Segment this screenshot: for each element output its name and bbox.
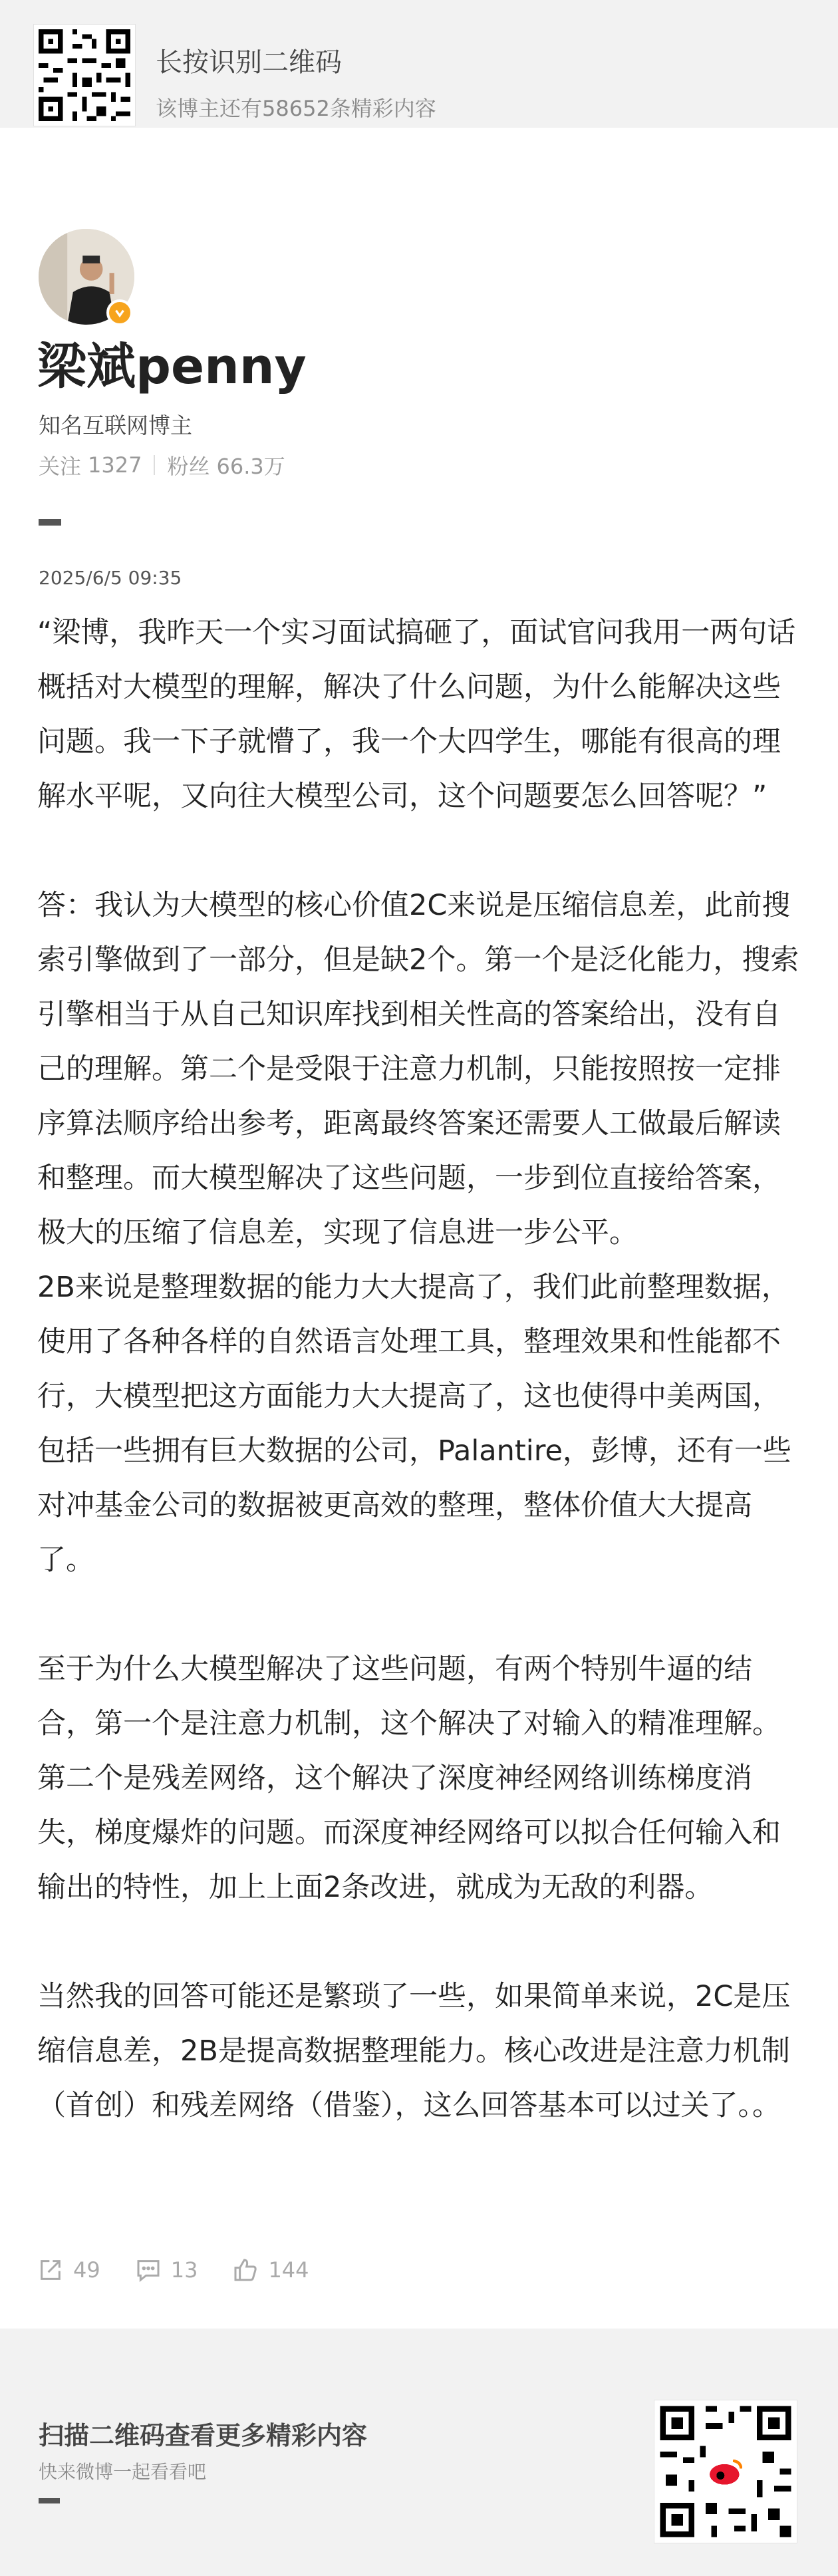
follow-count: 1327 — [88, 452, 142, 478]
like-button[interactable] — [232, 2257, 309, 2283]
repost-button[interactable] — [37, 2257, 100, 2283]
profile-name[interactable]: 梁斌penny — [37, 338, 307, 395]
footer-title: 扫描二维码查看更多精彩内容 — [39, 2421, 368, 2450]
qr-banner-subtitle: 该博主还有58652条精彩内容 — [156, 96, 436, 121]
post-body — [37, 605, 802, 2133]
post-paragraph: “梁博，我昨天一个实习面试搞砸了，面试官问我用一两句话概括对大模型的理解，解决了什么问题，为什么能解决这些问题。我一下子就懵了，我一个大四学生，哪能有很高的理解水平呢，又向往大模型公司，这个问题要怎么回答呢？” — [37, 616, 796, 813]
profile-stats — [39, 450, 285, 480]
divider-mark — [39, 519, 61, 526]
comment-icon — [135, 2257, 162, 2283]
post-paragraph: 答：我认为大模型的核心价值2C来说是压缩信息差，此前搜索引擎做到了一部分，但是缺2个。第一个是泛化能力，搜索引擎相当于从自己知识库找到相关性高的答案给出，没有自己的理解。第二个是受限于注意力机制，只能按照按一定排序算法顺序给出参考，距离最终答案还需要人工做最后解读和整理。而大模型解决了这些问题，一步到位直接给答案，极大的压缩了信息差，实现了信息进一步公平。 — [37, 889, 799, 1249]
paragraph-gap — [37, 824, 802, 878]
post-actions — [37, 2257, 344, 2283]
paragraph-gap — [37, 1587, 802, 1642]
post-paragraph: 至于为什么大模型解决了这些问题，有两个特别牛逼的结合，第一个是注意力机制，这个解决了对输入的精准理解。第二个是残差网络，这个解决了深度神经网络训练梯度消失，梯度爆炸的问题。而深度神经网络可以拟合任何输入和输出的特性，加上上面2条改进，就成为无敌的利器。 — [37, 1653, 781, 1904]
like-icon — [232, 2257, 259, 2283]
repost-icon — [37, 2257, 64, 2283]
post-date: 2025/6/5 09:35 — [39, 567, 182, 589]
comment-button[interactable] — [135, 2257, 198, 2283]
repost-count: 49 — [73, 2257, 100, 2283]
like-count: 144 — [268, 2257, 309, 2283]
post-paragraph: 当然我的回答可能还是繁琐了一些，如果简单来说，2C是压缩信息差，2B是提高数据整理能力。核心改进是注意力机制（首创）和残差网络（借鉴），这么回答基本可以过关了。。 — [37, 1980, 791, 2122]
fans-label: 粉丝 — [167, 454, 210, 479]
stats-divider — [154, 455, 155, 475]
comment-count: 13 — [170, 2257, 198, 2283]
verified-badge-icon — [106, 299, 133, 326]
weibo-qr-code-icon[interactable] — [654, 2400, 797, 2543]
qr-banner-title: 长按识别二维码 — [156, 47, 342, 78]
divider-mark — [39, 2498, 60, 2503]
qr-code-icon[interactable] — [33, 24, 136, 126]
fans-count: 66.3万 — [216, 454, 285, 479]
post-paragraph: 2B来说是整理数据的能力大大提高了，我们此前整理数据，使用了各种各样的自然语言处理工具，整理效果和性能都不行，大模型把这方面能力大大提高了，这也使得中美两国，包括一些拥有巨大数据的公司，Palantire，彭博，还有一些对冲基金公司的数据被更高效的整理，整体价值大大提高了。 — [37, 1271, 791, 1577]
follow-label: 关注 — [39, 454, 82, 479]
paragraph-gap — [37, 1915, 802, 1969]
profile-description: 知名互联网博主 — [39, 412, 192, 438]
footer-subtitle: 快来微博一起看看吧 — [39, 2461, 207, 2483]
